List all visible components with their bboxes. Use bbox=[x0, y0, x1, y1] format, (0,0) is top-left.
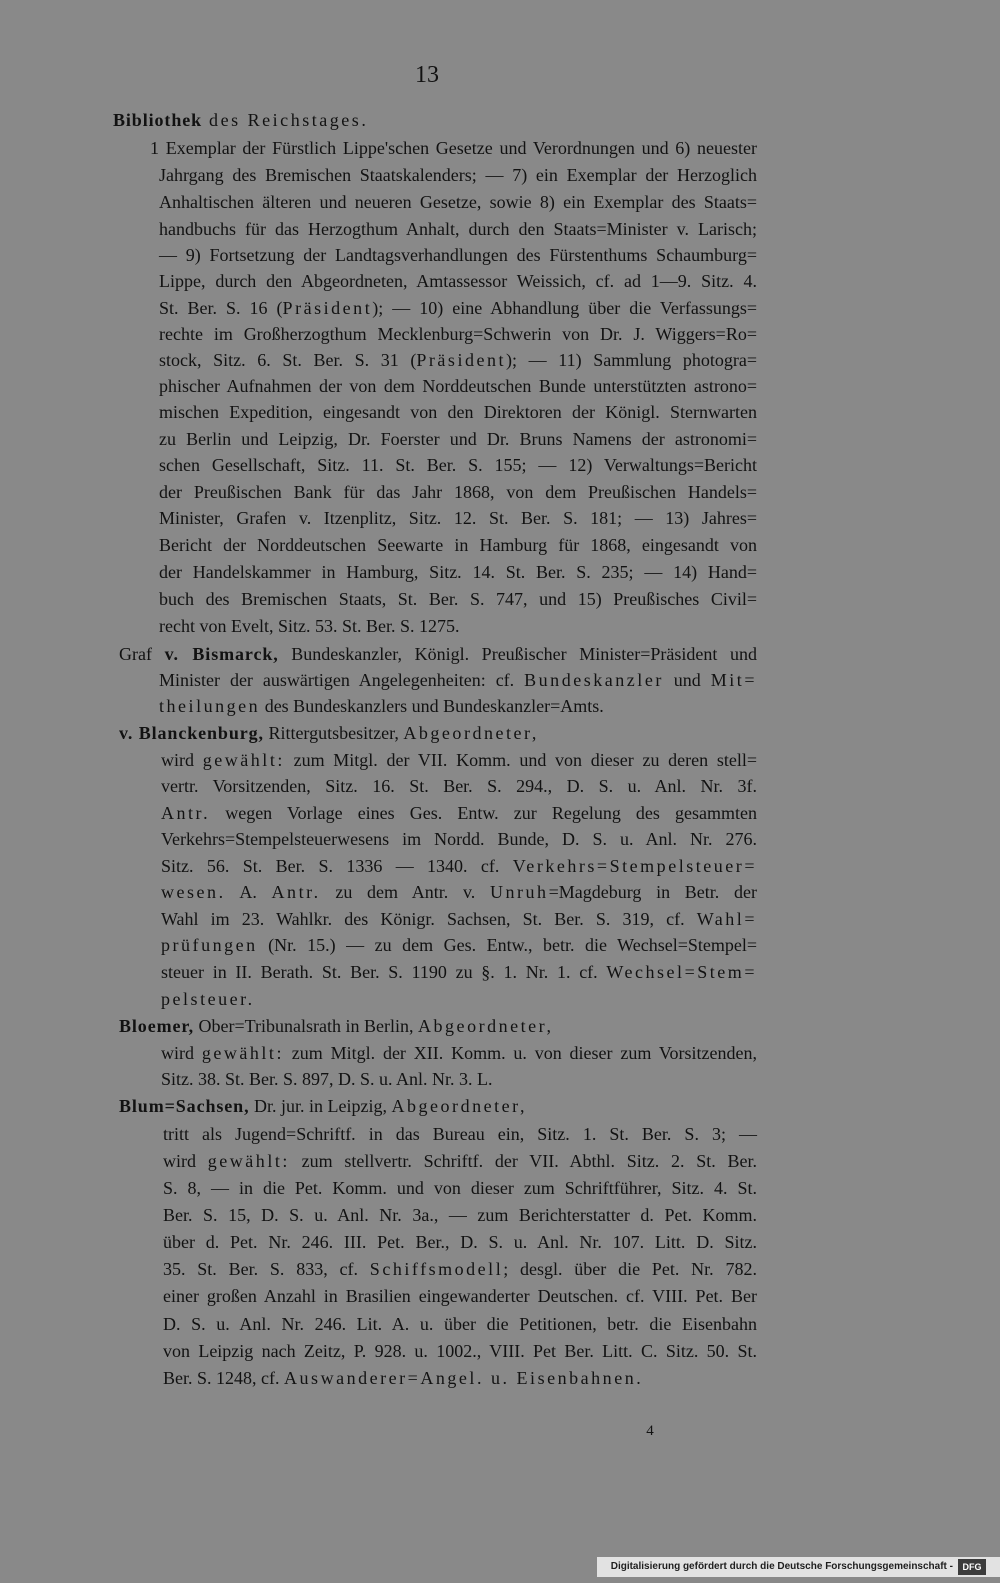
text-segment: 35. St. Ber. S. 833, cf. bbox=[163, 1259, 370, 1279]
text-segment: mischen Expedition, eingesandt von den Direktoren der Königl. Sternwarten bbox=[159, 402, 757, 422]
text-segment: =Magdeburg in Betr. der bbox=[548, 882, 757, 902]
spaced-text: Wechsel=Stem= bbox=[606, 962, 757, 982]
text-segment: phischer Aufnahmen der von dem Norddeutschen Bunde unterstützten astrono= bbox=[159, 376, 757, 396]
page-number: 13 bbox=[415, 62, 439, 88]
text-line bbox=[159, 693, 757, 720]
headword: Blum=Sachsen, bbox=[119, 1096, 250, 1116]
text-segment: über d. Pet. Nr. 246. III. Pet. Ber., D. S. u. Anl. Nr. 107. Litt. D. Sitz. bbox=[163, 1232, 757, 1252]
spaced-text: Antr. bbox=[161, 803, 211, 823]
headword: v. Bismarck, bbox=[164, 644, 279, 664]
text-segment: Jahrgang des Bremischen Staatskalenders; — 7) ein Exemplar der Herzoglich bbox=[159, 165, 757, 185]
text-line bbox=[159, 426, 757, 453]
spaced-text: Abgeordneter, bbox=[391, 1096, 527, 1116]
spaced-text: theilungen bbox=[159, 696, 261, 716]
text-segment: wird bbox=[163, 1151, 208, 1171]
spaced-text: Wahl= bbox=[696, 909, 757, 929]
headword: Bibliothek bbox=[113, 110, 203, 130]
text-segment: Anhaltischen älteren und neueren Gesetze, sowie 8) ein Exemplar des Staats= bbox=[159, 192, 757, 212]
text-segment: zum stellvertr. Schriftf. der VII. Abthl. Sitz. 2. St. Ber. bbox=[289, 1151, 757, 1171]
text-segment: D. S. u. Anl. Nr. 246. Lit. A. u. über die Petitionen, betr. die Eisenbahn bbox=[163, 1314, 757, 1334]
dfg-logo: DFG bbox=[958, 1559, 986, 1575]
text-segment: zum Mitgl. der VII. Komm. und von dieser zu deren stell= bbox=[284, 750, 757, 770]
text-line bbox=[161, 826, 757, 853]
text-segment: Sitz. 38. St. Ber. S. 897, D. S. u. Anl. Nr. 3. L. bbox=[161, 1069, 493, 1089]
text-line bbox=[163, 1283, 757, 1310]
text-segment: zu dem Antr. v. bbox=[320, 882, 490, 902]
spaced-text: Präsident bbox=[416, 350, 507, 370]
text-line bbox=[161, 1040, 757, 1067]
text-segment: Graf bbox=[119, 644, 165, 664]
spaced-text: Schiffsmodell bbox=[369, 1259, 504, 1279]
text-line bbox=[159, 162, 757, 189]
spaced-text: Antr. bbox=[271, 882, 321, 902]
text-line bbox=[161, 853, 757, 880]
digitization-credit: Digitalisierung gefördert durch die Deutsche Forschungsgemeinschaft - bbox=[610, 1561, 953, 1572]
text-segment: ); — 10) eine Abhandlung über die Verfassungs= bbox=[372, 298, 758, 318]
text-segment: rechte im Großherzogthum Mecklenburg=Schwerin von Dr. J. Wiggers=Ro= bbox=[159, 324, 757, 344]
text-line bbox=[159, 559, 757, 586]
text-segment: einer großen Anzahl in Brasilien eingewanderter Deutschen. cf. VIII. Pet. Ber bbox=[163, 1286, 757, 1306]
spaced-text: wesen. bbox=[161, 882, 226, 902]
text-line bbox=[159, 452, 757, 479]
spaced-text: gewählt: bbox=[202, 750, 285, 770]
text-segment: wegen Vorlage eines Ges. Entw. zur Regelung des gesammten bbox=[210, 803, 757, 823]
text-line bbox=[163, 1202, 757, 1229]
text-segment: Rittergutsbesitzer, bbox=[263, 723, 404, 743]
text-line bbox=[159, 189, 757, 216]
entry-heading bbox=[119, 1093, 757, 1120]
text-line bbox=[159, 347, 757, 374]
spaced-text: Bundeskanzler bbox=[524, 670, 664, 690]
spaced-text: Präsident bbox=[282, 298, 373, 318]
spaced-text: Unruh bbox=[489, 882, 549, 902]
text-segment: Ober=Tribunalsrath in Berlin, bbox=[194, 1016, 418, 1036]
text-segment: des Bundeskanzlers und Bundeskanzler=Amts. bbox=[260, 696, 604, 716]
headword: v. Blanckenburg, bbox=[119, 723, 264, 743]
text-segment: Wahl im 23. Wahlkr. des Königr. Sachsen, St. Ber. S. 319, cf. bbox=[161, 909, 697, 929]
text-line bbox=[159, 505, 757, 532]
text-line bbox=[163, 1121, 757, 1148]
text-line bbox=[159, 586, 757, 613]
spaced-text: prüfungen bbox=[161, 935, 258, 955]
spaced-text: Mit= bbox=[710, 670, 758, 690]
entry-heading bbox=[119, 720, 757, 747]
headword: Bloemer, bbox=[119, 1016, 195, 1036]
text-segment: stock, Sitz. 6. St. Ber. S. 31 ( bbox=[159, 350, 417, 370]
text-segment: buch des Bremischen Staats, St. Ber. S. 747, und 15) Preußisches Civil= bbox=[159, 589, 757, 609]
text-line bbox=[159, 399, 757, 426]
text-segment: handbuchs für das Herzogthum Anhalt, durch den Staats=Minister v. Larisch; bbox=[159, 219, 757, 239]
entry-heading bbox=[119, 641, 757, 668]
text-segment: S. 8, — in die Pet. Komm. und von dieser zum Schriftführer, Sitz. 4. St. bbox=[163, 1178, 757, 1198]
text-segment: schen Gesellschaft, Sitz. 11. St. Ber. S. 155; — 12) Verwaltungs=Bericht bbox=[159, 455, 757, 475]
text-segment: (Nr. 15.) — zu dem Ges. Entw., betr. die Wechsel=Stempel= bbox=[257, 935, 757, 955]
text-segment: 1 Exemplar der Fürstlich Lippe'schen Gesetze und Verordnungen und 6) neuester bbox=[150, 138, 757, 158]
text-line bbox=[159, 613, 757, 640]
text-line bbox=[163, 1311, 757, 1338]
text-segment: ; desgl. über die Pet. Nr. 782. bbox=[503, 1259, 757, 1279]
text-segment: Lippe, durch den Abgeordneten, Amtassessor Weissich, cf. ad 1—9. Sitz. 4. bbox=[159, 271, 757, 291]
text-line bbox=[163, 1365, 757, 1392]
text-line bbox=[161, 932, 757, 959]
text-line bbox=[163, 1256, 757, 1283]
text-segment: und bbox=[663, 670, 711, 690]
text-line bbox=[159, 242, 757, 269]
entry-heading bbox=[119, 1013, 757, 1040]
text-segment: wird bbox=[161, 1043, 202, 1063]
text-line bbox=[161, 906, 757, 933]
text-line bbox=[161, 879, 757, 906]
spaced-text: Verkehrs=Stempelsteuer= bbox=[512, 856, 757, 876]
text-line bbox=[159, 479, 757, 506]
text-segment: St. Ber. S. 16 ( bbox=[159, 298, 283, 318]
text-line bbox=[163, 1175, 757, 1202]
text-segment: ); — 11) Sammlung photogra= bbox=[506, 350, 757, 370]
spaced-text: Abgeordneter, bbox=[418, 1016, 554, 1036]
text-segment: Minister, Grafen v. Itzenplitz, Sitz. 12. St. Ber. S. 181; — 13) Jahres= bbox=[159, 508, 757, 528]
text-line bbox=[163, 1338, 757, 1365]
text-segment: A. bbox=[225, 882, 272, 902]
text-segment: zum Mitgl. der XII. Komm. u. von dieser zum Vorsitzenden, bbox=[283, 1043, 757, 1063]
text-segment: Ber. S. 1248, cf. bbox=[163, 1368, 284, 1388]
text-line bbox=[159, 268, 757, 295]
text-segment: — 9) Fortsetzung der Landtagsverhandlungen des Fürstenthums Schaumburg= bbox=[159, 245, 757, 265]
text-segment: Bericht der Norddeutschen Seewarte in Hamburg für 1868, eingesandt von bbox=[159, 535, 757, 555]
spaced-text: Auswanderer=Angel. u. Eisenbahnen. bbox=[284, 1368, 644, 1388]
text-segment: vertr. Vorsitzenden, Sitz. 16. St. Ber. S. 294., D. S. u. Anl. Nr. 3f. bbox=[161, 776, 757, 796]
text-segment: Minister der auswärtigen Angelegenheiten: cf. bbox=[159, 670, 525, 690]
text-line bbox=[161, 959, 757, 986]
text-line bbox=[150, 135, 757, 162]
text-segment: der Handelskammer in Hamburg, Sitz. 14. St. Ber. S. 235; — 14) Hand= bbox=[159, 562, 757, 582]
text-segment: von Leipzig nach Zeitz, P. 928. u. 1002., VIII. Pet Ber. Litt. C. Sitz. 50. St. bbox=[163, 1341, 757, 1361]
text-segment: wird bbox=[161, 750, 203, 770]
text-line bbox=[159, 667, 757, 694]
text-line bbox=[159, 532, 757, 559]
text-line bbox=[161, 747, 757, 774]
text-segment: tritt als Jugend=Schriftf. in das Bureau ein, Sitz. 1. St. Ber. S. 3; — bbox=[163, 1124, 757, 1144]
text-segment: Bundeskanzler, Königl. Preußischer Minister=Präsident und bbox=[278, 644, 757, 664]
spaced-text: pelsteuer. bbox=[161, 989, 255, 1009]
spaced-text: des Reichstages. bbox=[202, 110, 369, 130]
text-line bbox=[163, 1229, 757, 1256]
text-segment: zu Berlin und Leipzig, Dr. Foerster und Dr. Bruns Namens der astronomi= bbox=[159, 429, 757, 449]
text-line bbox=[159, 295, 757, 322]
text-segment: der Preußischen Bank für das Jahr 1868, von dem Preußischen Handels= bbox=[159, 482, 757, 502]
text-line bbox=[159, 321, 757, 348]
spaced-text: gewählt: bbox=[207, 1151, 290, 1171]
entry-heading bbox=[113, 107, 368, 134]
text-segment: Sitz. 56. St. Ber. S. 1336 — 1340. cf. bbox=[161, 856, 513, 876]
text-line bbox=[159, 216, 757, 243]
text-line bbox=[161, 1066, 757, 1093]
spaced-text: gewählt: bbox=[201, 1043, 284, 1063]
text-segment: Dr. jur. in Leipzig, bbox=[249, 1096, 392, 1116]
text-segment: recht von Evelt, Sitz. 53. St. Ber. S. 1275. bbox=[159, 616, 460, 636]
text-line bbox=[161, 986, 757, 1013]
text-line bbox=[159, 373, 757, 400]
signature-mark: 4 bbox=[646, 1423, 654, 1439]
text-line bbox=[161, 800, 757, 827]
text-segment: steuer in II. Berath. St. Ber. S. 1190 zu §. 1. Nr. 1. cf. bbox=[161, 962, 607, 982]
text-segment: Ber. S. 15, D. S. u. Anl. Nr. 3a., — zum Berichterstatter d. Pet. Komm. bbox=[163, 1205, 757, 1225]
text-line bbox=[163, 1148, 757, 1175]
text-line bbox=[161, 773, 757, 800]
text-segment: Verkehrs=Stempelsteuerwesens im Nordd. Bunde, D. S. u. Anl. Nr. 276. bbox=[161, 829, 757, 849]
spaced-text: Abgeordneter, bbox=[403, 723, 539, 743]
